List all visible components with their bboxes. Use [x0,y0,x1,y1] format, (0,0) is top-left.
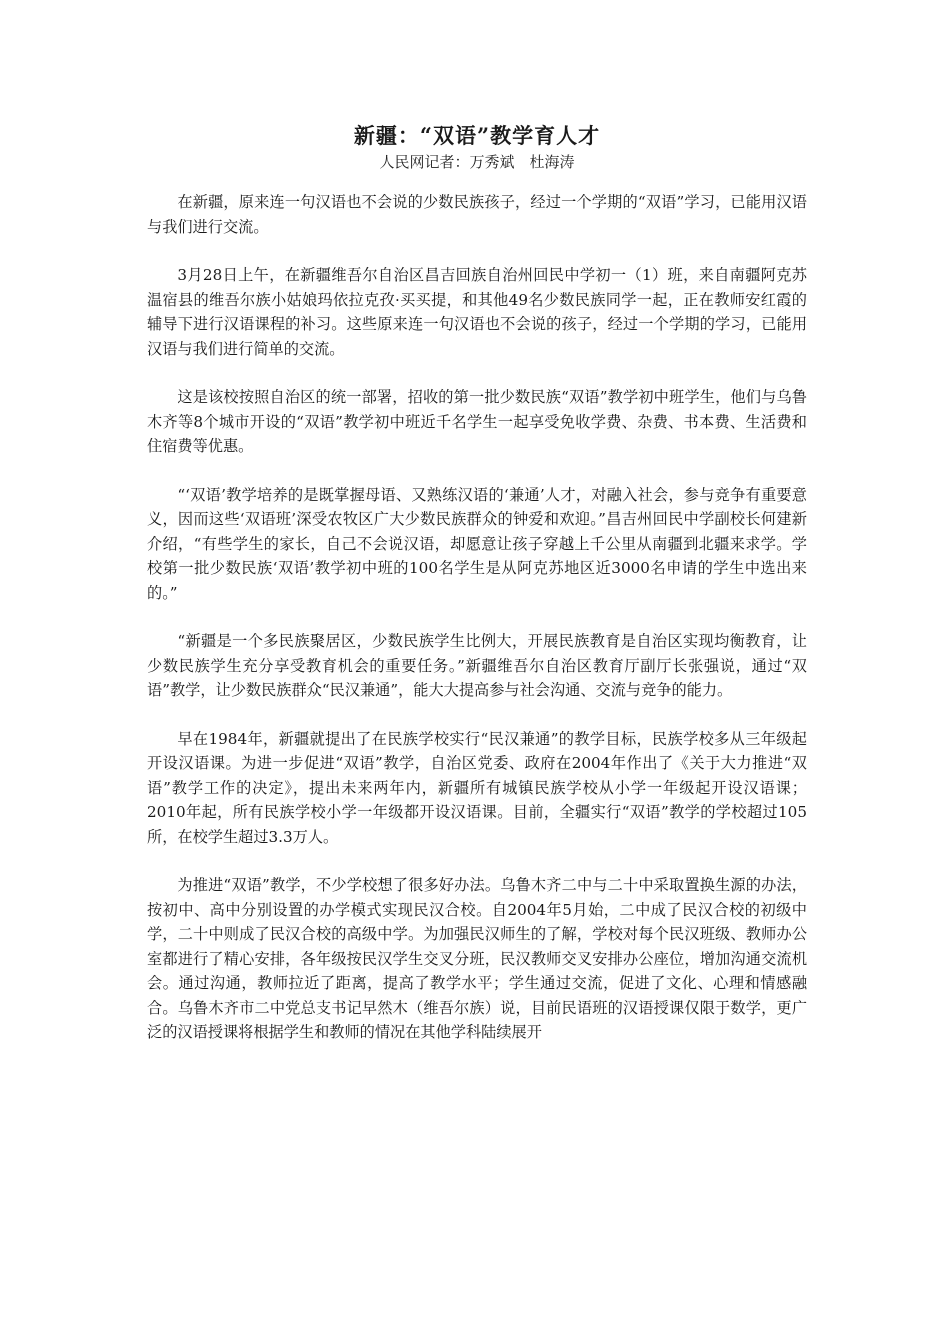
article-body [147,190,807,1045]
article-byline: 人民网记者：万秀斌 杜海涛 [379,153,575,171]
document-page [147,122,807,1069]
paragraph: 在新疆，原来连一句汉语也不会说的少数民族孩子，经过一个学期的“双语”学习，已能用汉语与我们进行交流。 [147,193,807,236]
paragraph: “新疆是一个多民族聚居区，少数民族学生比例大，开展民族教育是自治区实现均衡教育，让少数民族学生充分享受教育机会的重要任务。”新疆维吾尔自治区教育厅副厅长张强说，通过“双语”教学，让少数民族群众“民汉兼通”，能大大提高参与社会沟通、交流与竞争的能力。 [147,632,807,699]
paragraph: 为推进“双语”教学，不少学校想了很多好办法。乌鲁木齐二中与二十中采取置换生源的办法，按初中、高中分别设置的办学模式实现民汉合校。自2004年5月始，二中成了民汉合校的初级中学，二十中则成了民汉合校的高级中学。为加强民汉师生的了解，学校对每个民汉班级、教师办公室都进行了精心安排，各年级按民汉学生交叉分班，民汉教师交叉安排办公座位，增加沟通交流机会。通过沟通，教师拉近了距离，提高了教学水平；学生通过交流，促进了文化、心理和情感融合。乌鲁木齐市二中党总支书记早然木（维吾尔族）说，目前民语班的汉语授课仅限于数学，更广泛的汉语授课将根据学生和教师的情况在其他学科陆续展开 [147,876,807,1041]
paragraph: 3月28日上午，在新疆维吾尔自治区昌吉回族自治州回民中学初一（1）班，来自南疆阿克苏温宿县的维吾尔族小姑娘玛依拉克孜·买买提，和其他49名少数民族同学一起，正在教师安红霞的辅导下进行汉语课程的补习。这些原来连一句汉语也不会说的孩子，经过一个学期的学习，已能用汉语与我们进行简单的交流。 [147,266,807,358]
paragraph: “‘双语’教学培养的是既掌握母语、又熟练汉语的‘兼通’人才，对融入社会，参与竞争有重要意义，因而这些‘双语班’深受农牧区广大少数民族群众的钟爱和欢迎。”昌吉州回民中学副校长何建新介绍，“有些学生的家长，自己不会说汉语，却愿意让孩子穿越上千公里从南疆到北疆来求学。学校第一批少数民族‘双语’教学初中班的100名学生是从阿克苏地区近3000名申请的学生中选出来的。” [147,485,807,602]
paragraph: 早在1984年，新疆就提出了在民族学校实行“民汉兼通”的教学目标，民族学校多从三年级起开设汉语课。为进一步促进“双语”教学，自治区党委、政府在2004年作出了《关于大力推进“双语”教学工作的决定》，提出未来两年内，新疆所有城镇民族学校从小学一年级起开设汉语课；2010年起，所有民族学校小学一年级都开设汉语课。目前，全疆实行“双语”教学的学校超过105所，在校学生超过3.3万人。 [147,729,807,846]
paragraph: 这是该校按照自治区的统一部署，招收的第一批少数民族“双语”教学初中班学生，他们与乌鲁木齐等8个城市开设的“双语”教学初中班近千名学生一起享受免收学费、杂费、书本费、生活费和住宿费等优惠。 [147,388,807,455]
article-title: 新疆：“双语”教学育人才 [353,123,601,148]
